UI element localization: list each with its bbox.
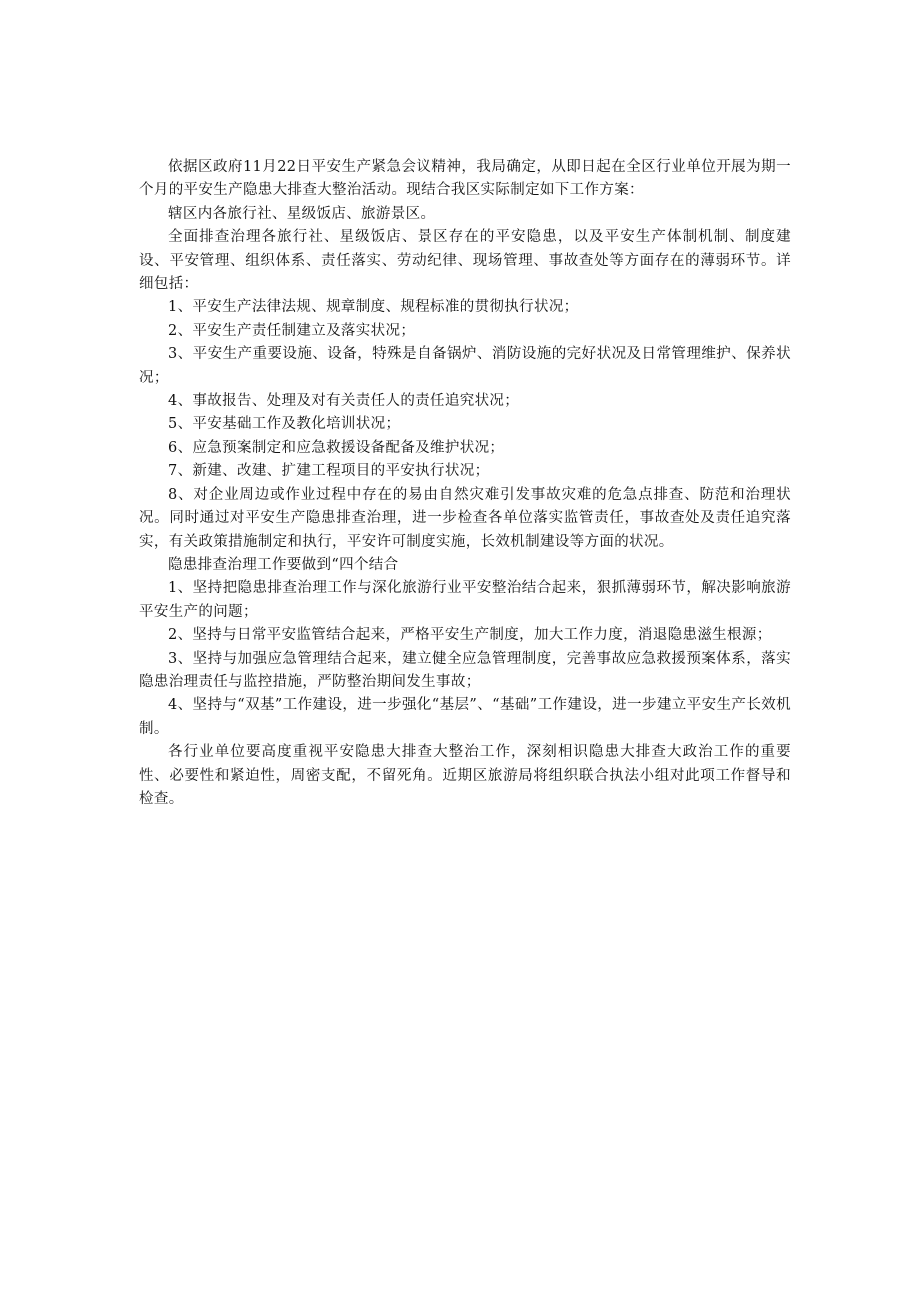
paragraph-scope: 辖区内各旅行社、星级饭店、旅游景区。 xyxy=(168,205,436,222)
list-item-check-7: 7、新建、改建、扩建工程项目的平安执行状况； xyxy=(168,463,490,480)
document-body xyxy=(139,156,791,811)
list-item-combination-2: 2、坚持与日常平安监管结合起来，严格平安生产制度，加大工作力度，消退隐患滋生根源； xyxy=(168,627,772,644)
list-item-combination-4: 4、坚持与“双基”工作建设，进一步强化“基层”、“基础”工作建设，进一步建立平安生产长效机制。 xyxy=(139,697,791,737)
list-item-check-3: 3、平安生产重要设施、设备，特殊是自备锅炉、消防设施的完好状况及日常管理维护、保养状况； xyxy=(139,346,791,386)
list-item-check-4: 4、事故报告、处理及对有关责任人的责任追究状况； xyxy=(168,393,520,410)
list-item-check-1: 1、平安生产法律法规、规章制度、规程标准的贯彻执行状况； xyxy=(168,299,579,316)
paragraph-content: 全面排查治理各旅行社、星级饭店、景区存在的平安隐患，以及平安生产体制机制、制度建设、平安管理、组织体系、责任落实、劳动纪律、现场管理、事故查处等方面存在的薄弱环节。详细包括： xyxy=(139,229,791,293)
list-item-check-8: 8、对企业周边或作业过程中存在的易由自然灾难引发事故灾难的危急点排查、防范和治理状况。同时通过对平安生产隐患排查治理，进一步检查各单位落实监管责任，事故查处及责任追究落实，有关政策措施制定和执行，平安许可制度实施，长效机制建设等方面的状况。 xyxy=(139,486,791,550)
list-item-check-5: 5、平安基础工作及教化培训状况； xyxy=(168,416,401,433)
list-item-combination-3: 3、坚持与加强应急管理结合起来，建立健全应急管理制度，完善事故应急救援预案体系，落实隐患治理责任与监控措施，严防整治期间发生事故； xyxy=(139,650,791,690)
paragraph-conclusion: 各行业单位要高度重视平安隐患大排查大整治工作，深刻相识隐患大排查大政治工作的重要性、必要性和紧迫性，周密支配，不留死角。近期区旅游局将组织联合执法小组对此项工作督导和检查。 xyxy=(139,744,791,807)
list-item-combination-1: 1、坚持把隐患排查治理工作与深化旅游行业平安整治结合起来，狠抓薄弱环节，解决影响旅游平安生产的问题； xyxy=(139,580,791,620)
paragraph-intro: 依据区政府11月22日平安生产紧急会议精神，我局确定，从即日起在全区行业单位开展为期一个月的平安生产隐患大排查大整治活动。现结合我区实际制定如下工作方案： xyxy=(139,159,791,199)
paragraph-four-combinations: 隐患排查治理工作要做到“四个结合 xyxy=(168,556,399,573)
list-item-check-6: 6、应急预案制定和应急救援设备配备及维护状况； xyxy=(168,439,505,456)
list-item-check-2: 2、平安生产责任制建立及落实状况； xyxy=(168,322,416,339)
